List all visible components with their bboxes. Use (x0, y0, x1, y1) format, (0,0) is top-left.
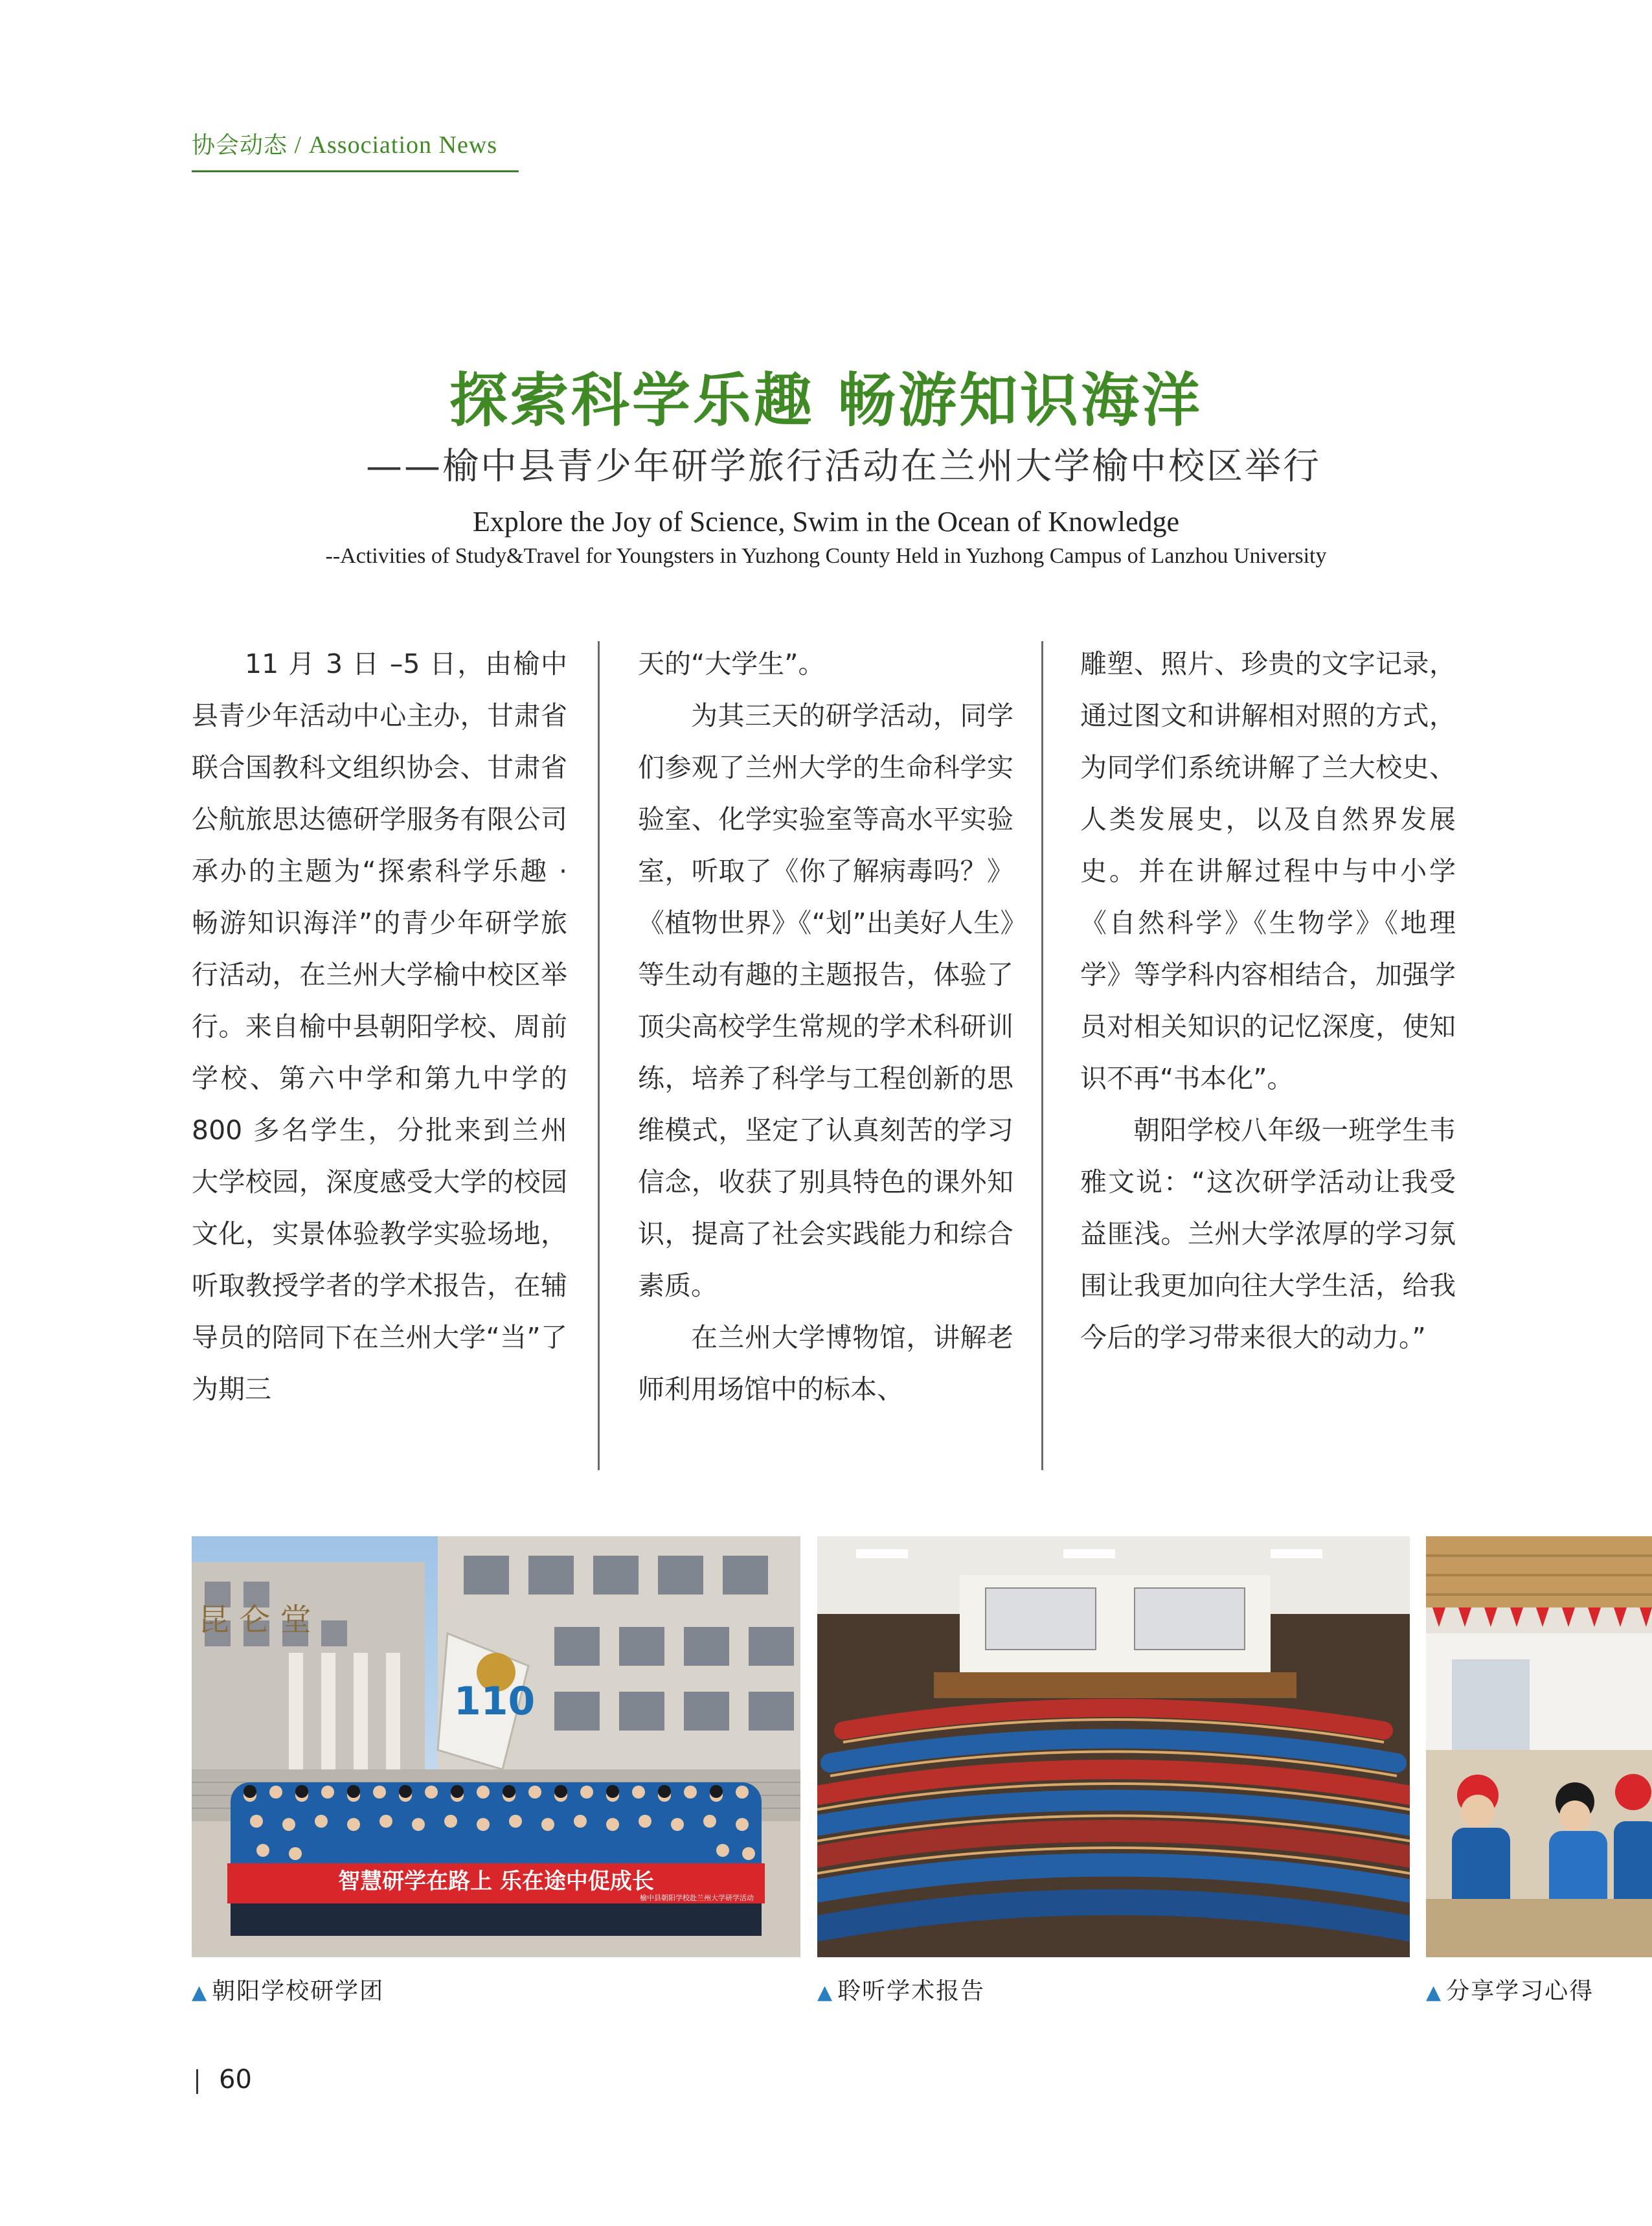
section-name-cn: 协会动态 (192, 132, 288, 159)
photo-sharing-session (1426, 1536, 1652, 1957)
photo-lecture-hall (817, 1536, 1410, 1957)
section-name-en: Association News (308, 131, 498, 159)
body-column-1 (192, 638, 567, 1415)
page-number: 60 (219, 2065, 252, 2095)
article-subtitle: ——榆中县青少年研学旅行活动在兰州大学榆中校区举行 (366, 446, 1321, 488)
section-header (192, 127, 519, 172)
article-title-en: Explore the Joy of Science, Swim in the Ocean of Knowledge (472, 506, 1180, 538)
paragraph: 在兰州大学博物馆，讲解老师利用场馆中的标本、 (638, 1322, 1013, 1405)
article-title: 探索科学乐趣 畅游知识海洋 (449, 367, 1203, 435)
body-column-2 (638, 638, 1013, 1415)
body-column-3 (1080, 638, 1456, 1363)
paragraph: 天的“大学生”。 (638, 648, 825, 679)
photo-caption: ▲ 聆听学术报告 (817, 1978, 986, 2005)
paragraph: 朝阳学校八年级一班学生韦雅文说：“这次研学活动让我受益匪浅。兰州大学浓厚的学习氛围让我更加向往大学生活，给我今后的学习带来很大的动力。” (1080, 1115, 1456, 1353)
triangle-marker-icon: ▲ (1426, 1981, 1443, 2004)
page-number-rule (196, 2069, 198, 2094)
anniversary-logo: 110 (454, 1679, 536, 1724)
photo-group-study-tour (192, 1536, 800, 1957)
banner-slogan: 智慧研学在路上 乐在途中促成长 (338, 1868, 654, 1894)
section-separator: / (288, 131, 309, 159)
column-divider (1041, 641, 1043, 1470)
article-subtitle-en: --Activities of Study&Travel for Youngsters in Yuzhong County Held in Yuzhong Campus of Lanzhou University (325, 544, 1327, 568)
photo-caption: ▲ 分享学习心得 (1426, 1978, 1594, 2005)
photo-caption: ▲ 朝阳学校研学团 (192, 1978, 385, 2005)
paragraph: 11 月 3 日 –5 日，由榆中县青少年活动中心主办，甘肃省联合国教科文组织协会、甘肃省公航旅思达德研学服务有限公司承办的主题为“探索科学乐趣 · 畅游知识海洋”的青少年研学旅行活动，在兰州大学榆中校区举行。来自榆中县朝阳学校、周前学校、第六中学和第九中学的 800 多名学生，分批来到兰州大学校园，深度感受大学的校园文化，实景体验教学实验场地，听取教授学者的学术报告，在辅导员的陪同下在兰州大学“当”了为期三 (192, 648, 567, 1405)
paragraph: 为其三天的研学活动，同学们参观了兰州大学的生命科学实验室、化学实验室等高水平实验室，听取了《你了解病毒吗？》《植物世界》《“划”出美好人生》等生动有趣的主题报告，体验了顶尖高校学生常规的学术科研训练，培养了科学与工程创新的思维模式，坚定了认真刻苦的学习信念，收获了别具特色的课外知识，提高了社会实践能力和综合素质。 (638, 700, 1013, 1301)
column-divider (598, 641, 600, 1470)
triangle-marker-icon: ▲ (817, 1981, 834, 2004)
paragraph: 雕塑、照片、珍贵的文字记录，通过图文和讲解相对照的方式，为同学们系统讲解了兰大校史、人类发展史，以及自然界发展史。并在讲解过程中与中小学《自然科学》《生物学》《地理学》等学科内容相结合，加强学员对相关知识的记忆深度，使知识不再“书本化”。 (1080, 648, 1456, 1094)
triangle-marker-icon: ▲ (192, 1981, 209, 2004)
building-sign: 昆 仑 堂 (198, 1602, 311, 1638)
banner-subtext: 榆中县朝阳学校赴兰州大学研学活动 (640, 1894, 754, 1902)
